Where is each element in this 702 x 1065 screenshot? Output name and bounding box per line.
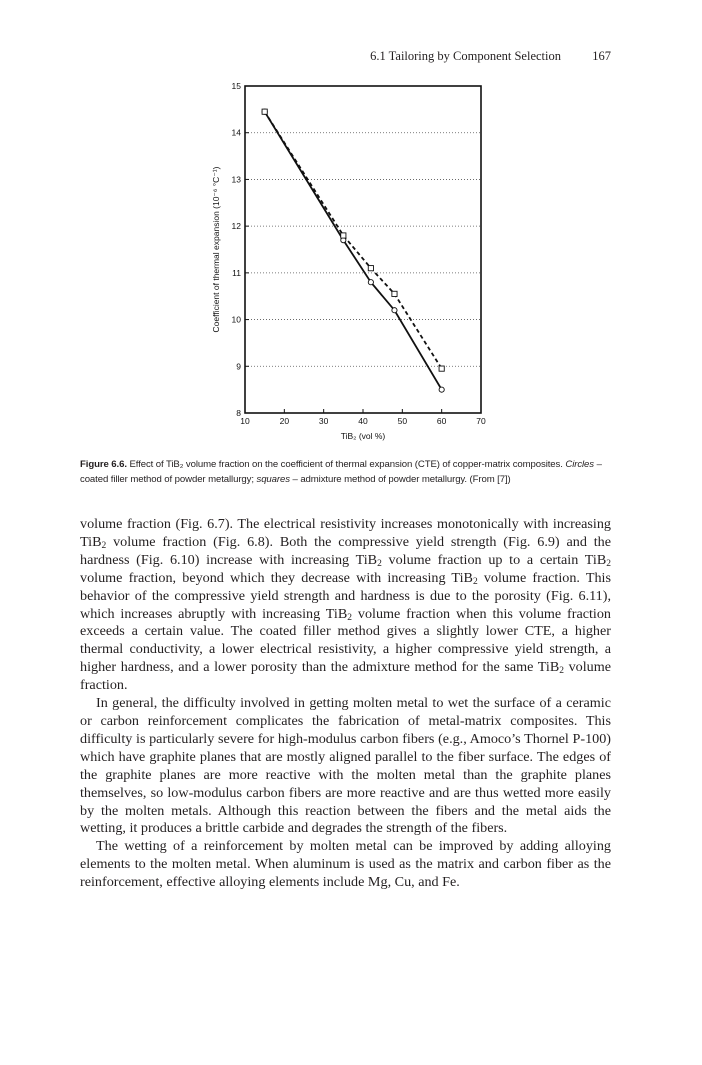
x-tick-label: 30 — [318, 416, 329, 426]
page-number: 167 — [592, 49, 611, 63]
x-tick-label: 50 — [397, 416, 408, 426]
figure-caption — [80, 457, 615, 487]
figure-caption-label: Figure 6.6. — [80, 459, 127, 470]
body-paragraph-2: In general, the difficulty involved in getting molten metal to wet the surface of a ceramic or carbon reinforcement complicates the fabrication of metal-matrix composites. This difficulty is particularly severe for high-modulus carbon fibers (e.g., Amoco’s Thornel P-100) which have graphite planes that are mostly aligned parallel to the fiber surface. The edges of the graphite planes are more reactive with the molten metal than the graphite planes themselves, so low-modulus carbon fibers are more reactive and are thus wetted more easily by the molten metals. Although this reaction between the fibers and the metal aids the wetting, it produces a brittle carbide and degrades the strength of the fibers. — [80, 695, 611, 837]
x-tick-label: 70 — [476, 416, 486, 426]
figure-caption-circles-text: – coated filler method of powder metallurgy; — [80, 459, 602, 485]
data-point-circle — [439, 387, 444, 392]
data-point-square — [439, 366, 444, 371]
y-tick-label: 13 — [231, 174, 241, 185]
body-paragraph-1: volume fraction (Fig. 6.7). The electrical resistivity increases monotonically with increasing TiB$_2$ volume fraction (Fig. 6.8). Both the compressive yield strength (Fig. 6.9) and the hardness (Fig. 6.10) increase with increasing TiB$_2$ volume fraction up to a certain TiB$_2$ volume fraction, beyond which they decrease with increasing TiB$_2$ volume fraction. This behavior of the compressive yield strength and hardness is due to the porosity (Fig. 6.11), which increases abruptly with increasing TiB$_2$ volume fraction when this volume fraction exceeds a certain value. The coated filler method gives a slightly lower CTE, a higher thermal conductivity, a lower electrical resistivity, a higher compressive yield strength, a higher hardness, and a lower porosity than the admixture method for the same TiB$_2$ volume fraction. — [80, 516, 612, 694]
x-tick-label: 20 — [279, 416, 290, 426]
y-tick-label: 15 — [231, 81, 241, 91]
data-point-square — [262, 109, 267, 114]
y-tick-label: 14 — [231, 127, 241, 138]
y-tick-label: 11 — [232, 267, 241, 278]
data-point-circle — [368, 280, 373, 285]
data-point-square — [341, 233, 346, 238]
x-tick-label: 40 — [358, 416, 368, 426]
figure-caption-text: Effect of TiB₂ volume fraction on the coefficient of thermal expansion (CTE) of copper-matrix composites. — [129, 459, 563, 470]
data-point-circle — [392, 308, 397, 313]
body-text — [80, 516, 611, 892]
cte-chart — [200, 74, 500, 450]
y-tick-label: 9 — [236, 361, 241, 372]
figure-caption-circles: Circles — [565, 459, 594, 470]
y-axis-label: Coefficient of thermal expansion (10⁻⁶ °C⁻¹) — [211, 166, 221, 333]
data-point-square — [368, 266, 373, 271]
x-axis-label: TiB₂ (vol %) — [340, 431, 386, 441]
data-point-square — [392, 291, 397, 296]
figure-caption-squares-text: – admixture method of powder metallurgy. (From [7]) — [292, 474, 511, 485]
y-tick-label: 12 — [231, 221, 241, 232]
figure-6-6 — [200, 74, 500, 450]
figure-caption-squares: squares — [256, 474, 290, 485]
body-paragraph-3: The wetting of a reinforcement by molten metal can be improved by adding alloying elements to the molten metal. When aluminum is used as the matrix and carbon fiber as the reinforcement, effective alloying elements include Mg, Cu, and Fe. — [80, 838, 611, 891]
y-tick-label: 8 — [236, 408, 241, 418]
x-tick-label: 10 — [240, 416, 250, 426]
y-tick-label: 10 — [231, 314, 241, 325]
running-header-section: 6.1 Tailoring by Component Selection — [370, 49, 561, 63]
series-square-line — [265, 112, 442, 369]
x-tick-label: 60 — [436, 416, 447, 426]
